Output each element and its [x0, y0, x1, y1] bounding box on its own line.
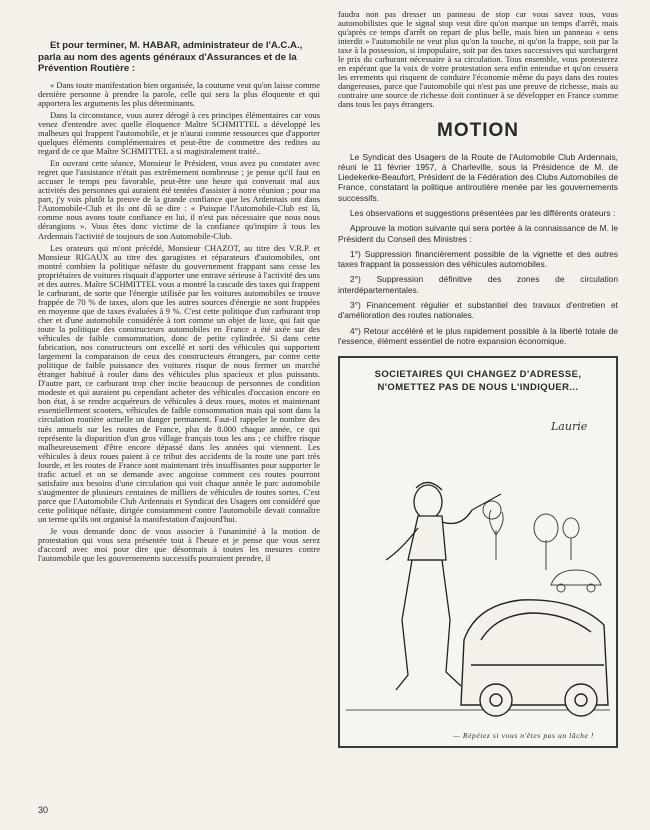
- motion-item: 2°) Suppression définitive des zones de circulation interdépartementales.: [338, 274, 618, 295]
- speech-text: [38, 81, 320, 563]
- right-column: [338, 10, 618, 748]
- cartoon-caption: — Répétez si vous n'êtes pas un lâche !: [453, 731, 594, 741]
- motion-paragraph: Les observations et suggestions présentées par les différents orateurs :: [350, 208, 616, 218]
- speech-continuation: [338, 10, 618, 110]
- speaker-intro: Et pour terminer, M. HABAR, administrateur de l'A.C.A., parla au nom des agents généraux d'Assurances et de la Prévention Routière :: [38, 40, 303, 75]
- motion-text: [338, 152, 618, 347]
- cartoon-illustration: [346, 410, 610, 720]
- motion-item: 3°) Financement régulier et substantiel des travaux d'entretien et d'amélioration des routes nationales.: [338, 300, 618, 321]
- motion-heading: MOTION: [437, 119, 519, 141]
- motion-paragraph: Approuve la motion suivante qui sera portée à la connaissance de M. le Président du Conseil des Ministres :: [338, 223, 618, 244]
- address-change-notice: SOCIETAIRES QUI CHANGEZ D'ADRESSE, N'OMETTEZ PAS DE NOUS L'INDIQUER...: [374, 369, 582, 394]
- cartoon-signature: Laurie: [551, 420, 588, 434]
- speech-paragraph: En ouvrant cette séance, Monsieur le Président, vous avez pu constater avec regret que l'assistance n'était pas extrêmement nombreuse ; je pense qu'il faut en accuser le temps peu favorable, peut-être une heure qui convenait mal aux activités des personnes qui auraient été tentées d'assister à notre réunion ; pour ma part, j'y vois plutôt la preuve de la grande confiance que les Ardennais ont dans l'Automobile-Club et ils ont dû se dire : « Puisque l'Automobile-Club est là, comme nous avons toute confiance en lui, il n'est pas nécessaire que nous nous dérangions ». Vous êtes donc victime de la confiance qu'inspire à tous les Ardennais l'activité de toujours de son Automobile-Club.: [38, 158, 320, 241]
- motion-paragraph: Le Syndicat des Usagers de la Route de l'Automobile Club Ardennais, réuni le 11 février 1957, à Charleville, sous la Présidence de M. de Liedekerke-Beaufort, Président de la Fédération des Clubs Automobiles de France, constatant la politique antiroutière menée par les gouvernements successifs.: [338, 151, 618, 203]
- address-change-notice-box: [338, 356, 618, 748]
- speech-paragraph: Je vous demande donc de vous associer à l'unanimité à la motion de protestation qui vous sera présentée tout à l'heure et je pense que vous serez d'accord avec moi pour dire que désormais à toutes les mesures contre l'automobile que les gouvernements successifs pourraient prendre, il: [38, 526, 320, 564]
- left-column: [38, 40, 320, 566]
- motion-item: 1°) Suppression financièrement possible de la vignette et des autres taxes frappant la possession des véhicules automobiles.: [338, 248, 618, 270]
- speech-paragraph: faudra non pas dresser un panneau de stop car vous savez tous, vous automobilistes que le signal stop veut dire qu'on marque un temps d'arrêt, mais qu'après ce temps d'arrêt on repart de plus belle, mais bien un panneau « sens interdit » l'automobile ne veut plus qu'on la touche, ni qu'on la frappe, soit par la taxe à la possession, si impopulaire, soit par des taxes successives qui surchargent le prix du carburant nécessaire à sa circulation. Tous ensemble, vous protesterez en espérant que la voix de votre protestation sera enfin entendue et qu'on cessera les errements qui risquent de conduire l'économie même du pays dans des routes dangereuses, parce que l'automobile qui n'est pas une preuve de richesse, mais au contraire une source de richesse doit continuer à se développer en France comme dans tous les pays étrangers.: [338, 9, 618, 110]
- page-number: 30: [38, 805, 49, 815]
- motion-item: 4°) Retour accéléré et le plus rapidement possible à la liberté totale de l'essence, élément essentiel de notre expansion économique.: [338, 325, 618, 346]
- speech-paragraph: « Dans toute manifestation bien organisée, la coutume veut qu'on laisse comme dernière personne à prendre la parole, celle qui sera la plus éloquente et qui apportera les arguments les plus déterminants.: [38, 79, 320, 108]
- speech-paragraph: Dans la circonstance, vous aurez dérogé à ces principes élémentaires car vous venez d'entendre avec quelle éloquence Maître SCHMITTEL a développé les malheurs qui frappent l'automobile, et je n'aurai comme ressources que d'apporter quelques éléments complémentaires et peut-être de commettre des redites au regard de ce que Maître SCHMITTEL a si magistralement traité..: [38, 109, 320, 157]
- speech-paragraph: Les orateurs qui m'ont précédé, Monsieur CHAZOT, au titre des V.R.P. et Monsieur RIGAUX au titre des garagistes et réparateurs d'automobiles, ont montré combien la politique néfaste du gouvernement frappant sans cesse les propriétaires de voitures risquait d'apporter une entrave sérieuse à l'activité des uns et des autres. Maître SCHMITTEL vous a montré la cascade des taxes qui frappent le carburant, de sorte que l'énergie utilisée par les voitures automobiles se trouve frappée de 70 % de taxes, alors que les autres sources d'énergie ne sont frappées en moyenne que de taxes évaluées à 9 %. C'est cette politique d'un carburant trop cher et d'une automobile considérée à tort comme un objet de luxe, qui fait que toute la politique des constructeurs automobiles en France a été axée sur des véhicules de faible consommation, donc de petite cylindrée. Si dans cette fabrication, nos constructeurs ont excellé et sorti des véhicules qui supportent largement la comparaison de ceux des constructeurs étrangers, par contre cette politique de faible puissance des voitures risque de nous fermer un marché étranger habitué à rouler dans des véhicules plus spacieux et plus puissants. D'autre part, ce carburant trop cher incite beaucoup de personnes de condition modeste et qui auraient pu cependant acheter des véhicules d'occasion encore en bon état, à se rendre acquéreurs de véhicules à deux roues, motos et maintenant essentiellement scooters, véhicules de faible consommation mais qui sont dans la circulation routière actuelle un danger permanent. Faut-il rappeler le nombre des tués annuels sur les routes de France, plus de 8.000 chaque année, ce qui représente la disparition d'un gros village français tous les ans ; ce chiffre risque malheureusement d'être encore dépassé dans les années qui viennent. Les véhicules à deux roues paient à ce tribut des accidents de la route une part très lourde, et les routes de France sont maintenant très insuffisantes pour supporter le trafic actuel et on se demande avec angoisse comment ces routes pourront satisfaire aux besoins d'une circulation qui voit chaque année le parc automobile s'augmenter de plusieurs centaines de milliers de véhicules de toutes sortes. C'est parce que l'Automobile Club Ardennais et Syndicat des Usagers ont considéré que cette politique néfaste, dirigée constamment contre l'automobile devait connaître un terme qu'ils ont organisé la manifestation d'aujourd'hui.: [38, 242, 320, 524]
